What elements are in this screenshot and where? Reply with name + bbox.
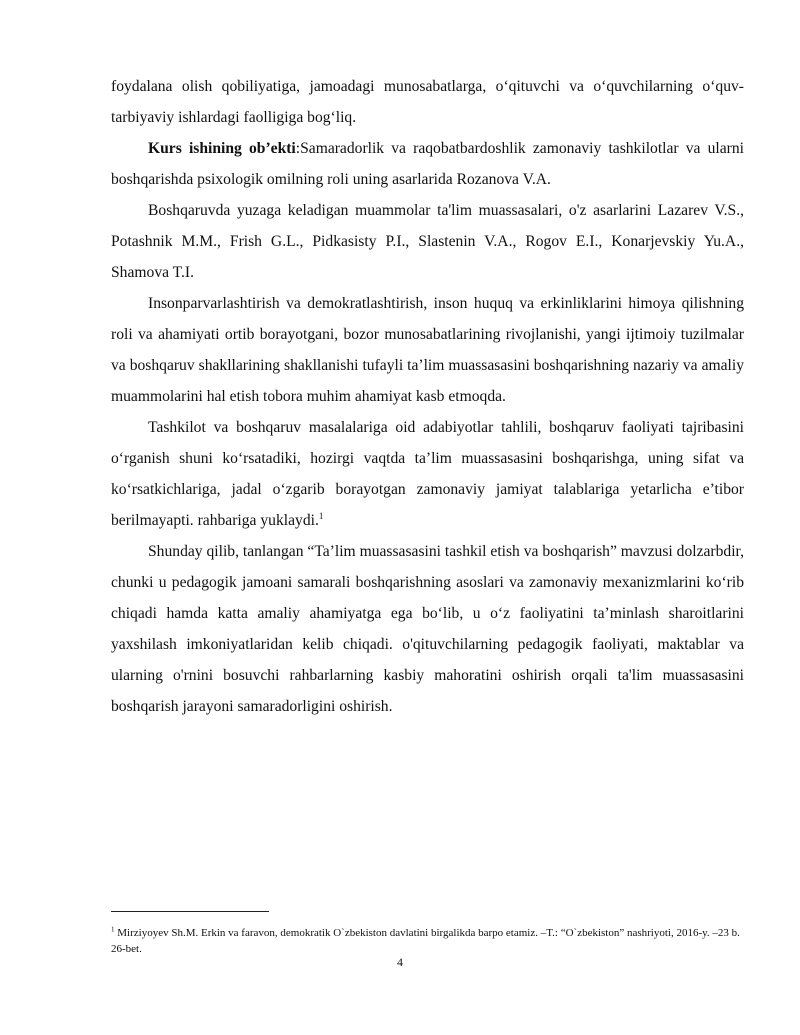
paragraph-text: Insonparvarlashtirish va demokratlashtirish, inson huquq va erkinliklarini himoya qilishning roli va ahamiyati ortib borayotgani, bozor munosabatlarining rivojlanishi, yangi ijtimoiy tuzilmalar va boshqaruv shakllarining shakllanishi tufayli ta’lim muassasasini boshqarishning nazariy va amaliy muammolarini hal etish tobora muhim ahamiyat kasb etmoqda.	[111, 295, 744, 405]
footnote	[111, 925, 744, 957]
paragraph-text: Tashkilot va boshqaruv masalalariga oid adabiyotlar tahlili, boshqaruv faoliyati tajribasini o‘rganish shuni ko‘rsatadiki, hozirgi vaqtda ta’lim muassasasini boshqarishga, uning sifat va ko‘rsatkichlariga, jadal o‘zgarib borayotgan zamonaviy jamiyat talablariga yetarlicha e’tibor berilmayapti. rahbariga yuklaydi.	[111, 419, 744, 529]
body-text	[111, 71, 744, 722]
paragraph-text: Shunday qilib, tanlangan “Ta’lim muassasasini tashkil etish va boshqarish” mavzusi dolzarbdir, chunki u pedagogik jamoani samarali boshqarishning asoslari va zamonaviy mexanizmlarini ko‘rib chiqadi hamda katta amaliy ahamiyatga ega bo‘lib, u o‘z faoliyatini ta’minlash sharoitlarini yaxshilash imkoniyatlaridan kelib chiqadi. o'qituvchilarning pedagogik faoliyati, maktablar va ularning o'rnini bosuvchi rahbarlarning kasbiy mahoratini oshirish orqali ta'lim muassasasini boshqarish jarayoni samaradorligini oshirish.	[111, 543, 744, 715]
paragraph-course-object	[111, 133, 744, 195]
footnote-marker: 1	[111, 925, 115, 934]
footnote-separator	[111, 911, 269, 912]
page-number: 4	[397, 955, 403, 969]
paragraph-conclusion	[111, 536, 744, 722]
paragraph-humanization	[111, 288, 744, 412]
paragraph-management-problems	[111, 195, 744, 288]
paragraph-literature-analysis	[111, 412, 744, 536]
paragraph-text: :Samaradorlik va raqobatbardoshlik zamonaviy tashkilotlar va ularni boshqarishda psixologik omilning roli uning asarlarida Rozanova V.A.	[111, 140, 744, 188]
footnote-reference[interactable]: 1	[318, 510, 324, 521]
paragraph-continuation	[111, 71, 744, 133]
footnote-text: Mirziyoyev Sh.M. Erkin va faravon, demokratik O`zbekiston davlatini birgalikda barpo etamiz. –T.: “O`zbekiston” nashriyoti, 2016-y. –23 b. 26-bet.	[111, 927, 740, 955]
bold-heading-course-object: Kurs ishining ob’ekti	[148, 140, 296, 157]
paragraph-text: foydalana olish qobiliyatiga, jamoadagi munosabatlarga, o‘qituvchi va o‘quvchilarning o‘quv-tarbiyaviy ishlardagi faolligiga bog‘liq.	[111, 78, 744, 126]
paragraph-text: Boshqaruvda yuzaga keladigan muammolar ta'lim muassasalari, o'z asarlarini Lazarev V.S., Potashnik M.M., Frish G.L., Pidkasisty P.I., Slastenin V.A., Rogov E.I., Konarjevskiy Yu.A., Shamova T.I.	[111, 202, 744, 281]
